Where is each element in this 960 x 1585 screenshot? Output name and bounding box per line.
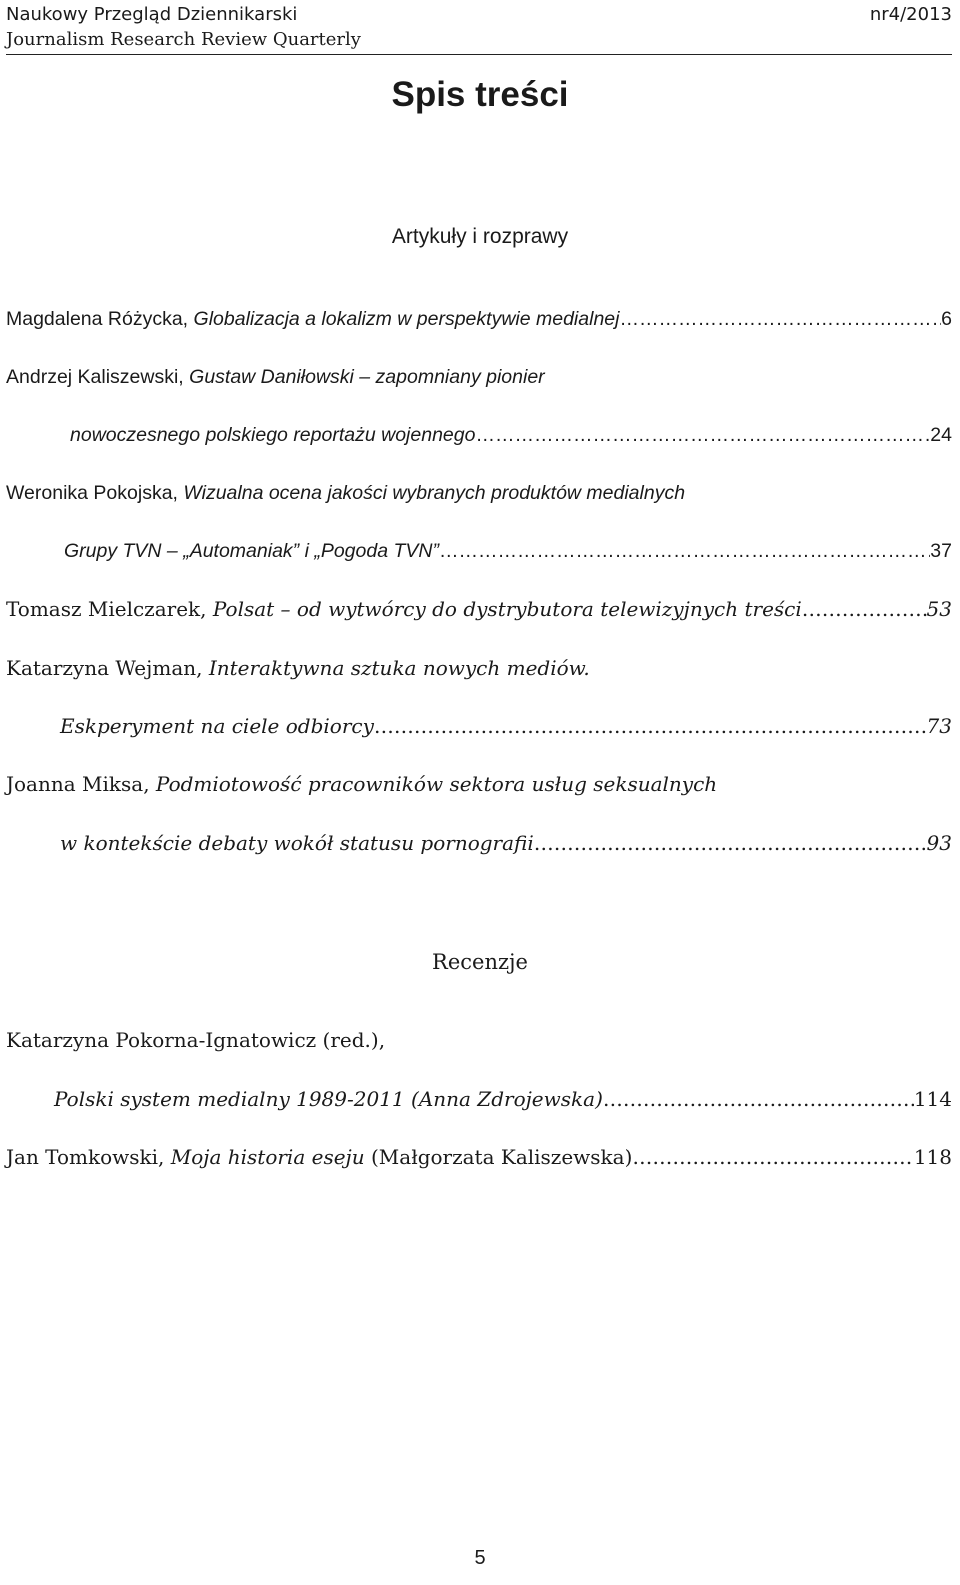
toc-entry-4[interactable] [6, 595, 952, 623]
toc-page-number: 6 [941, 308, 952, 330]
toc-title: Polsat – od wytwórcy do dystrybutora telewizyjnych treści [212, 597, 802, 621]
leader-dots [439, 537, 930, 565]
page-number: 5 [474, 1547, 486, 1569]
toc-title: Interaktywna sztuka nowych mediów. [208, 656, 590, 680]
toc-entry-5-line-2[interactable] [60, 712, 952, 740]
toc-author: Joanna Miksa, [6, 772, 156, 796]
toc-title: Wizualna ocena jakości wybranych produktów medialnych [183, 482, 686, 504]
page-title: Spis treści [391, 75, 569, 114]
toc-author: Katarzyna Wejman, [6, 656, 209, 680]
toc-page-number: 118 [913, 1145, 952, 1169]
journal-title-english: Journalism Research Review Quarterly [6, 29, 361, 50]
toc-author: Tomasz Mielczarek, [6, 597, 213, 621]
review-title: Moja historia eseju [170, 1145, 365, 1169]
leader-dots [603, 1085, 914, 1113]
toc-entry-text [6, 595, 802, 623]
toc-page-number: 73 [926, 714, 952, 738]
toc-page-number: 24 [930, 424, 952, 446]
reviewer: (Małgorzata Kaliszewska) [364, 1145, 633, 1169]
section-heading-reviews: Recenzje [432, 950, 528, 974]
toc-entry-text [6, 305, 619, 333]
issue-number: nr4/2013 [869, 4, 952, 25]
review-entry-1-line-2[interactable] [54, 1085, 952, 1113]
review-title: Polski system medialny 1989-2011 [54, 1087, 405, 1111]
toc-author: Weronika Pokojska, [6, 482, 184, 504]
review-author: Jan Tomkowski, [6, 1145, 171, 1169]
leader-dots [374, 712, 927, 740]
toc-page-number: 37 [930, 540, 952, 562]
toc-entry-2-line-1[interactable] [6, 363, 952, 391]
toc-author: Andrzej Kaliszewski, [6, 366, 190, 388]
toc-entry-6-line-1[interactable] [6, 770, 952, 798]
toc-entry-5-line-1[interactable] [6, 654, 952, 682]
review-entry-text [54, 1085, 603, 1113]
journal-title-polish: Naukowy Przegląd Dziennikarski [6, 4, 298, 25]
toc-entry-3-line-2[interactable] [64, 537, 952, 565]
toc-page-number: 93 [926, 831, 952, 855]
section-heading-articles: Artykuły i rozprawy [391, 225, 569, 248]
leader-dots [475, 421, 930, 449]
toc-title: Podmiotowość pracowników sektora usług seksualnych [155, 772, 718, 796]
toc-title-continued: w kontekście debaty wokół statusu pornografii [60, 831, 534, 855]
review-author: Katarzyna Pokorna-Ignatowicz (red.), [6, 1028, 386, 1052]
leader-dots [619, 305, 941, 333]
toc-page-number: 53 [926, 597, 952, 621]
toc-title-continued: nowoczesnego polskiego reportażu wojennego [70, 424, 476, 446]
toc-entry-2-line-2[interactable] [70, 421, 952, 449]
toc-entry-1[interactable] [6, 305, 952, 333]
review-entry-text [6, 1143, 632, 1171]
toc-entry-6-line-2[interactable] [60, 829, 952, 857]
leader-dots [802, 595, 927, 623]
review-entry-2[interactable] [6, 1143, 952, 1171]
toc-page-number: 114 [913, 1087, 952, 1111]
reviewer: (Anna Zdrojewska) [404, 1087, 603, 1111]
toc-title: Gustaw Daniłowski – zapomniany pionier [189, 366, 545, 388]
toc-entry-3-line-1[interactable] [6, 479, 952, 507]
toc-title-continued: Eskperyment na ciele odbiorcy [60, 714, 374, 738]
toc-author: Magdalena Różycka, [6, 308, 194, 330]
toc-title: Globalizacja a lokalizm w perspektywie medialnej [193, 308, 620, 330]
running-header [6, 2, 952, 55]
leader-dots [632, 1143, 913, 1171]
leader-dots [534, 829, 927, 857]
review-entry-1-line-1[interactable] [6, 1026, 952, 1054]
toc-title-continued: Grupy TVN – „Automaniak” i „Pogoda TVN” [64, 540, 439, 562]
